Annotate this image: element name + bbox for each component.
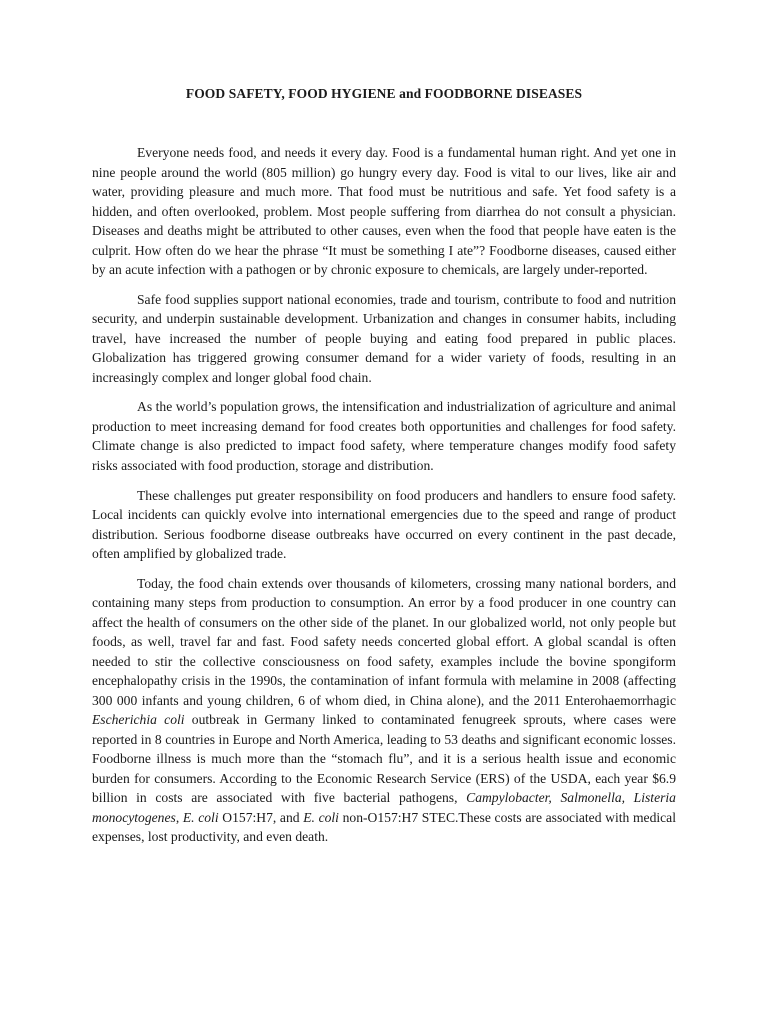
- paragraph: [92, 574, 676, 847]
- document-body: [92, 143, 676, 857]
- paragraph-text: ,: [175, 809, 183, 825]
- paragraph-text: Safe food supplies support national economies, trade and tourism, contribute to food and nutrition security, and underpin sustainable development. Urbanization and changes in consumer habits, including travel, have increased the number of people buying and eating food prepared in public places. Globalization has triggered growing consumer demand for a wider variety of foods, resulting in an increasingly complex and longer global food chain.: [92, 291, 676, 385]
- italic-text: E. coli: [303, 809, 339, 825]
- paragraph-text: Everyone needs food, and needs it every day. Food is a fundamental human right. And yet one in nine people around the world (805 million) go hungry every day. Food is vital to our lives, like air and water, providing pleasure and much more. That food must be nutritious and safe. Yet food safety is a hidden, and often overlooked, problem. Most people suffering from diarrhea do not consult a physician. Diseases and deaths might be attributed to other causes, even when the food that people have eaten is the culprit. How often do we hear the phrase “It must be something I ate”? Foodborne diseases, caused either by an acute infection with a pathogen or by chronic exposure to chemicals, are largely under-reported.: [92, 145, 676, 277]
- paragraph: [92, 397, 676, 475]
- paragraph-text: O157:H7, and: [218, 809, 304, 825]
- document-title: FOOD SAFETY, FOOD HYGIENE and FOODBORNE DISEASES: [185, 86, 583, 101]
- paragraph: [92, 143, 676, 280]
- italic-text: E. coli: [182, 809, 219, 825]
- paragraph-text: non-O157:H7 STEC.These costs are associated with medical expenses, lost productivity, and even death.: [92, 809, 676, 845]
- paragraph-text: outbreak in Germany linked to contaminated fenugreek sprouts, where cases were reported in 8 countries in Europe and North America, leading to 53 deaths and significant economic losses. Foodborne illness is much more than the “stomach flu”, and it is a serious health issue and economic burden for consumers. According to the Economic Research Service (ERS) of the USDA, each year $6.9 billion in costs are associated with five bacterial pathogens,: [92, 712, 676, 806]
- italic-text: Campylobacter, Salmonella, Listeria monocytogenes: [92, 790, 676, 825]
- paragraph-text: These challenges put greater responsibility on food producers and handlers to ensure food safety. Local incidents can quickly evolve into international emergencies due to the speed and range of product distribution. Serious foodborne disease outbreaks have occurred on every continent in the past decade, often amplified by globalized trade.: [92, 487, 676, 562]
- italic-text: Escherichia coli: [92, 712, 185, 728]
- paragraph: [92, 290, 676, 388]
- paragraph-text: Today, the food chain extends over thousands of kilometers, crossing many national borders, and containing many steps from production to consumption. An error by a food producer in one country can affect the health of consumers on the other side of the planet. In our globalized world, not only people but foods, as well, travel far and fast. Food safety needs concerted global effort. A global scandal is often needed to stir the collective consciousness on food safety, examples include the bovine spongiform encephalopathy crisis in the 1990s, the contamination of infant formula with melamine in 2008 (affecting 300 000 infants and young children, 6 of whom died, in China alone), and the 2011 Enterohaemorrhagic: [92, 575, 676, 708]
- paragraph: [92, 486, 676, 564]
- paragraph-text: As the world’s population grows, the intensification and industrialization of agriculture and animal production to meet increasing demand for food creates both opportunities and challenges for food safety. Climate change is also predicted to impact food safety, where temperature changes modify food safety risks associated with food production, storage and distribution.: [92, 399, 676, 473]
